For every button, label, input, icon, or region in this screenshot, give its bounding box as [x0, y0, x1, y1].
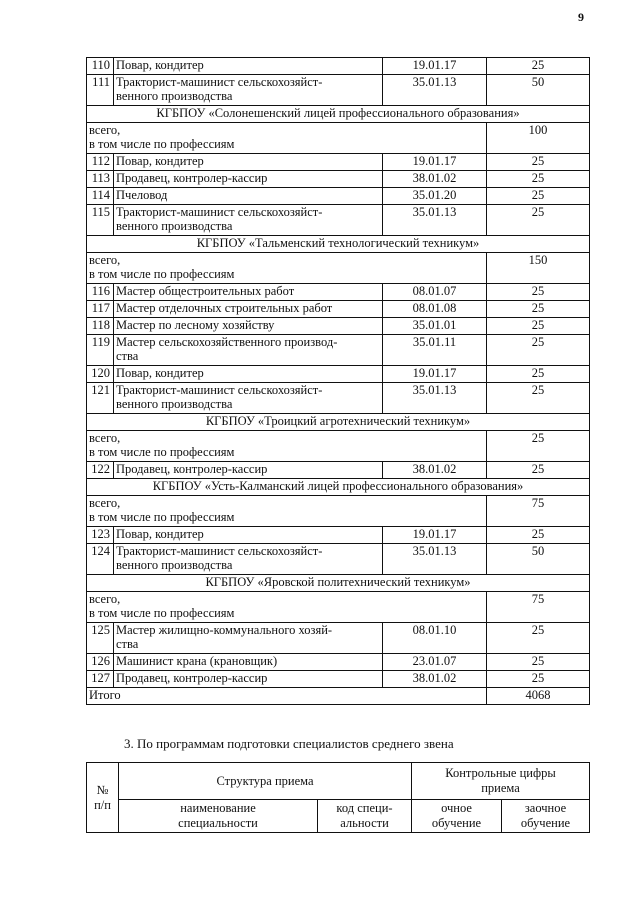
extramural-header: заочное обучение — [502, 800, 590, 833]
profession-code: 35.01.01 — [383, 318, 487, 335]
specialty-name-header: наименование специальности — [119, 800, 318, 833]
admission-count: 25 — [487, 527, 590, 544]
admission-count: 25 — [487, 188, 590, 205]
table-row — [87, 462, 590, 479]
total-label — [87, 431, 487, 462]
profession-code: 38.01.02 — [383, 671, 487, 688]
admission-count: 25 — [487, 318, 590, 335]
profession-name — [114, 171, 383, 188]
profession-name — [114, 654, 383, 671]
profession-code: 19.01.17 — [383, 58, 487, 75]
institution-total-row — [87, 592, 590, 623]
cell-line: в том числе по профессиям — [89, 137, 235, 151]
profession-code: 19.01.17 — [383, 366, 487, 383]
cell-line: всего, — [89, 431, 121, 445]
cell-line: всего, — [89, 123, 121, 137]
cell-line: Машинист крана (крановщик) — [116, 654, 278, 668]
admission-table — [86, 57, 590, 705]
row-number: 119 — [87, 335, 114, 366]
table-row — [87, 205, 590, 236]
profession-name — [114, 205, 383, 236]
profession-name — [114, 671, 383, 688]
admission-count: 50 — [487, 544, 590, 575]
cell-line: в том числе по профессиям — [89, 267, 235, 281]
row-number: 118 — [87, 318, 114, 335]
cell-line: ства — [116, 349, 139, 363]
admission-count: 50 — [487, 75, 590, 106]
total-count: 25 — [487, 431, 590, 462]
specialists-header-table — [86, 762, 590, 833]
admission-count: 25 — [487, 154, 590, 171]
institution-total-row — [87, 496, 590, 527]
admission-count: 25 — [487, 671, 590, 688]
total-count: 75 — [487, 592, 590, 623]
institution-name: КГБПОУ «Тальменский технологический техникум» — [87, 236, 590, 253]
cell-line: венного производства — [116, 397, 233, 411]
profession-code: 08.01.08 — [383, 301, 487, 318]
table-row — [87, 366, 590, 383]
row-number: 110 — [87, 58, 114, 75]
admission-count: 25 — [487, 335, 590, 366]
full-time-header: очное обучение — [412, 800, 502, 833]
cell-line: Тракторист-машинист сельскохозяйст- — [116, 75, 323, 89]
cell-line: в том числе по профессиям — [89, 606, 235, 620]
cell-line: Тракторист-машинист сельскохозяйст- — [116, 205, 323, 219]
total-label — [87, 123, 487, 154]
table-row — [87, 671, 590, 688]
table-row — [87, 301, 590, 318]
profession-name — [114, 366, 383, 383]
institution-name: КГБПОУ «Яровской политехнический техникум» — [87, 575, 590, 592]
row-number: 113 — [87, 171, 114, 188]
row-number: 127 — [87, 671, 114, 688]
profession-code: 38.01.02 — [383, 171, 487, 188]
cell-line: Продавец, контролер-кассир — [116, 462, 268, 476]
admission-count: 25 — [487, 366, 590, 383]
row-number: 111 — [87, 75, 114, 106]
admission-count: 25 — [487, 284, 590, 301]
admission-count: 25 — [487, 383, 590, 414]
row-number: 124 — [87, 544, 114, 575]
profession-name — [114, 75, 383, 106]
profession-name — [114, 544, 383, 575]
profession-name — [114, 58, 383, 75]
institution-name: КГБПОУ «Солонешенский лицей профессионального образования» — [87, 106, 590, 123]
cell-line: Повар, кондитер — [116, 366, 204, 380]
profession-name — [114, 154, 383, 171]
table-row — [87, 75, 590, 106]
admission-count: 25 — [487, 623, 590, 654]
profession-name — [114, 188, 383, 205]
profession-code: 19.01.17 — [383, 527, 487, 544]
cell-line: Мастер сельскохозяйственного производ- — [116, 335, 338, 349]
row-number: 123 — [87, 527, 114, 544]
profession-name — [114, 383, 383, 414]
cell-line: Тракторист-машинист сельскохозяйст- — [116, 383, 323, 397]
cell-line: Продавец, контролер-кассир — [116, 671, 268, 685]
table-row — [87, 544, 590, 575]
section-heading: 3. По программам подготовки специалистов среднего звена — [124, 736, 454, 751]
row-number: 116 — [87, 284, 114, 301]
total-label — [87, 253, 487, 284]
row-number: 112 — [87, 154, 114, 171]
total-label — [87, 496, 487, 527]
profession-name — [114, 462, 383, 479]
profession-name — [114, 623, 383, 654]
control-figures-header: Контрольные цифры приема — [412, 763, 590, 800]
profession-code: 23.01.07 — [383, 654, 487, 671]
cell-line: венного производства — [116, 89, 233, 103]
table-row — [87, 171, 590, 188]
table-row — [87, 527, 590, 544]
cell-line: Мастер общестроительных работ — [116, 284, 295, 298]
table-row — [87, 188, 590, 205]
institution-row — [87, 575, 590, 592]
cell-line: ства — [116, 637, 139, 651]
row-number: 117 — [87, 301, 114, 318]
profession-code: 35.01.11 — [383, 335, 487, 366]
table-row — [87, 654, 590, 671]
institution-total-row — [87, 431, 590, 462]
cell-line: Мастер жилищно-коммунального хозяй- — [116, 623, 333, 637]
institution-name: КГБПОУ «Усть-Калманский лицей профессионального образования» — [87, 479, 590, 496]
total-count: 75 — [487, 496, 590, 527]
profession-code: 08.01.07 — [383, 284, 487, 301]
page-number: 9 — [578, 10, 584, 24]
cell-line: Продавец, контролер-кассир — [116, 171, 268, 185]
profession-code: 08.01.10 — [383, 623, 487, 654]
grand-total-label: Итого — [87, 688, 487, 705]
grand-total-count: 4068 — [487, 688, 590, 705]
table-row — [87, 383, 590, 414]
admission-count: 25 — [487, 654, 590, 671]
profession-name — [114, 335, 383, 366]
profession-name — [114, 318, 383, 335]
admission-count: 25 — [487, 462, 590, 479]
institution-row — [87, 236, 590, 253]
row-number: 114 — [87, 188, 114, 205]
institution-row — [87, 414, 590, 431]
row-number: 122 — [87, 462, 114, 479]
institution-row — [87, 479, 590, 496]
row-number: 125 — [87, 623, 114, 654]
institution-name: КГБПОУ «Троицкий агротехнический техникум» — [87, 414, 590, 431]
grand-total-row — [87, 688, 590, 705]
profession-code: 38.01.02 — [383, 462, 487, 479]
institution-row — [87, 106, 590, 123]
institution-total-row — [87, 123, 590, 154]
cell-line: в том числе по профессиям — [89, 445, 235, 459]
cell-line: Мастер отделочных строительных работ — [116, 301, 333, 315]
total-count: 100 — [487, 123, 590, 154]
cell-line: Повар, кондитер — [116, 527, 204, 541]
profession-name — [114, 284, 383, 301]
row-number: 115 — [87, 205, 114, 236]
specialty-code-header: код специ- альности — [318, 800, 412, 833]
structure-header: Структура приема — [119, 763, 412, 800]
row-number: 126 — [87, 654, 114, 671]
cell-line: в том числе по профессиям — [89, 510, 235, 524]
cell-line: венного производства — [116, 558, 233, 572]
institution-total-row — [87, 253, 590, 284]
admission-count: 25 — [487, 301, 590, 318]
total-label — [87, 592, 487, 623]
row-number: 121 — [87, 383, 114, 414]
profession-code: 35.01.13 — [383, 544, 487, 575]
admission-count: 25 — [487, 171, 590, 188]
admission-count: 25 — [487, 58, 590, 75]
profession-code: 35.01.13 — [383, 205, 487, 236]
cell-line: всего, — [89, 496, 121, 510]
cell-line: Мастер по лесному хозяйству — [116, 318, 275, 332]
admission-count: 25 — [487, 205, 590, 236]
table-row — [87, 318, 590, 335]
cell-line: всего, — [89, 253, 121, 267]
profession-code: 35.01.20 — [383, 188, 487, 205]
table-row — [87, 284, 590, 301]
row-number: 120 — [87, 366, 114, 383]
profession-name — [114, 301, 383, 318]
profession-name — [114, 527, 383, 544]
total-count: 150 — [487, 253, 590, 284]
profession-code: 19.01.17 — [383, 154, 487, 171]
cell-line: Повар, кондитер — [116, 58, 204, 72]
table-row — [87, 154, 590, 171]
cell-line: Тракторист-машинист сельскохозяйст- — [116, 544, 323, 558]
cell-line: венного производства — [116, 219, 233, 233]
num-column-header: № п/п — [87, 763, 119, 833]
cell-line: Повар, кондитер — [116, 154, 204, 168]
table-row — [87, 58, 590, 75]
cell-line: всего, — [89, 592, 121, 606]
table-row — [87, 623, 590, 654]
profession-code: 35.01.13 — [383, 75, 487, 106]
table-row — [87, 335, 590, 366]
profession-code: 35.01.13 — [383, 383, 487, 414]
cell-line: Пчеловод — [116, 188, 168, 202]
